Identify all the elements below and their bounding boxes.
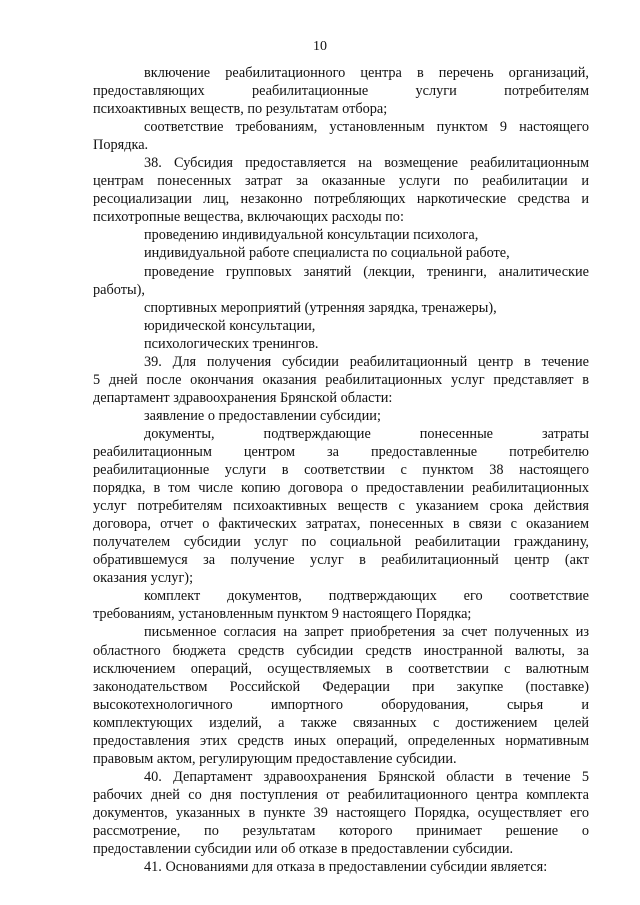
- text-line: законодательством Российской Федерации при закупке (поставке): [93, 678, 589, 695]
- text-line: рассмотрение, по результатам которого принимает решение о: [93, 822, 589, 839]
- text-line: предоставляющих реабилитационные услуги потребителям: [93, 83, 589, 100]
- text-line: психологических тренингов.: [144, 335, 319, 352]
- text-line: психоактивных веществ, по результатам отбора;: [93, 101, 388, 118]
- text-line: порядка, в том числе копию договора о предоставлении реабилитационных: [93, 480, 589, 497]
- text-line: 40. Департамент здравоохранения Брянской области в течение 5: [144, 768, 589, 785]
- text-line: центрам понесенных затрат за оказанные услуги по реабилитации и: [93, 173, 589, 190]
- text-line: комплект документов, подтверждающих его соответствие: [144, 588, 589, 605]
- text-line: юридической консультации,: [144, 317, 316, 334]
- text-line: 39. Для получения субсидии реабилитационный центр в течение: [144, 353, 589, 370]
- text-line: департамент здравоохранения Брянской области:: [93, 389, 393, 406]
- text-line: документы, подтверждающие понесенные затраты: [144, 425, 589, 442]
- text-line: проведению индивидуальной консультации психолога,: [144, 227, 479, 244]
- text-line: проведение групповых занятий (лекции, тренинги, аналитические: [144, 263, 589, 280]
- text-line: рабочих дней со дня поступления от реабилитационного центра комплекта: [93, 786, 589, 803]
- text-line: заявление о предоставлении субсидии;: [144, 407, 381, 424]
- text-line: Порядка.: [93, 137, 149, 154]
- text-line: высокотехнологичного импортного оборудования, сырья и: [93, 696, 589, 713]
- text-line: предоставления этих средств иных операций, определенных нормативным: [93, 732, 589, 749]
- text-line: ресоциализации лиц, незаконно потребляющих наркотические средства и: [93, 191, 589, 208]
- text-line: реабилитационным центром за предоставленные потребителю: [93, 443, 589, 460]
- text-line: обратившемуся за получение услуг в реабилитационный центр (акт: [93, 552, 589, 569]
- text-line: оказания услуг);: [93, 570, 194, 587]
- text-line: 5 дней после окончания оказания реабилитационных услуг представляет в: [93, 371, 589, 388]
- text-line: областного бюджета средств субсидии средств иностранной валюты, за: [93, 642, 589, 659]
- text-line: правовым актом, регулирующим предоставление субсидии.: [93, 750, 457, 767]
- text-line: договора, отчет о фактических затратах, понесенных в связи с оказанием: [93, 516, 589, 533]
- text-line: получателем субсидии услуг по социальной реабилитации гражданину,: [93, 534, 589, 551]
- text-line: требованиям, установленным пунктом 9 настоящего Порядка;: [93, 606, 472, 623]
- document-body: [93, 64, 589, 876]
- text-line: комплектующих изделий, а также связанных с достижением целей: [93, 714, 589, 731]
- text-line: соответствие требованиям, установленным пунктом 9 настоящего: [144, 119, 589, 136]
- text-line: исключением операций, осуществляемых в соответствии с валютным: [93, 660, 589, 677]
- text-line: 38. Субсидия предоставляется на возмещение реабилитационным: [144, 155, 589, 172]
- text-line: услуг потребителям психоактивных веществ с указанием срока действия: [93, 498, 589, 515]
- page-number: 10: [313, 39, 327, 54]
- text-line: реабилитационные услуги в соответствии с пунктом 38 настоящего: [93, 462, 589, 479]
- text-line: индивидуальной работе специалиста по социальной работе,: [144, 245, 510, 262]
- text-line: психотропные вещества, включающих расходы по:: [93, 209, 404, 226]
- text-line: документов, указанных в пункте 39 настоящего Порядка, осуществляет его: [93, 804, 589, 821]
- text-line: 41. Основаниями для отказа в предоставлении субсидии является:: [144, 859, 548, 876]
- text-line: включение реабилитационного центра в перечень организаций,: [144, 65, 589, 81]
- text-line: спортивных мероприятий (утренняя зарядка, тренажеры),: [144, 299, 497, 316]
- text-line: предоставлении субсидии или об отказе в предоставлении субсидии.: [93, 841, 514, 858]
- text-line: работы),: [93, 281, 145, 298]
- text-line: письменное согласия на запрет приобретения за счет полученных из: [144, 624, 589, 641]
